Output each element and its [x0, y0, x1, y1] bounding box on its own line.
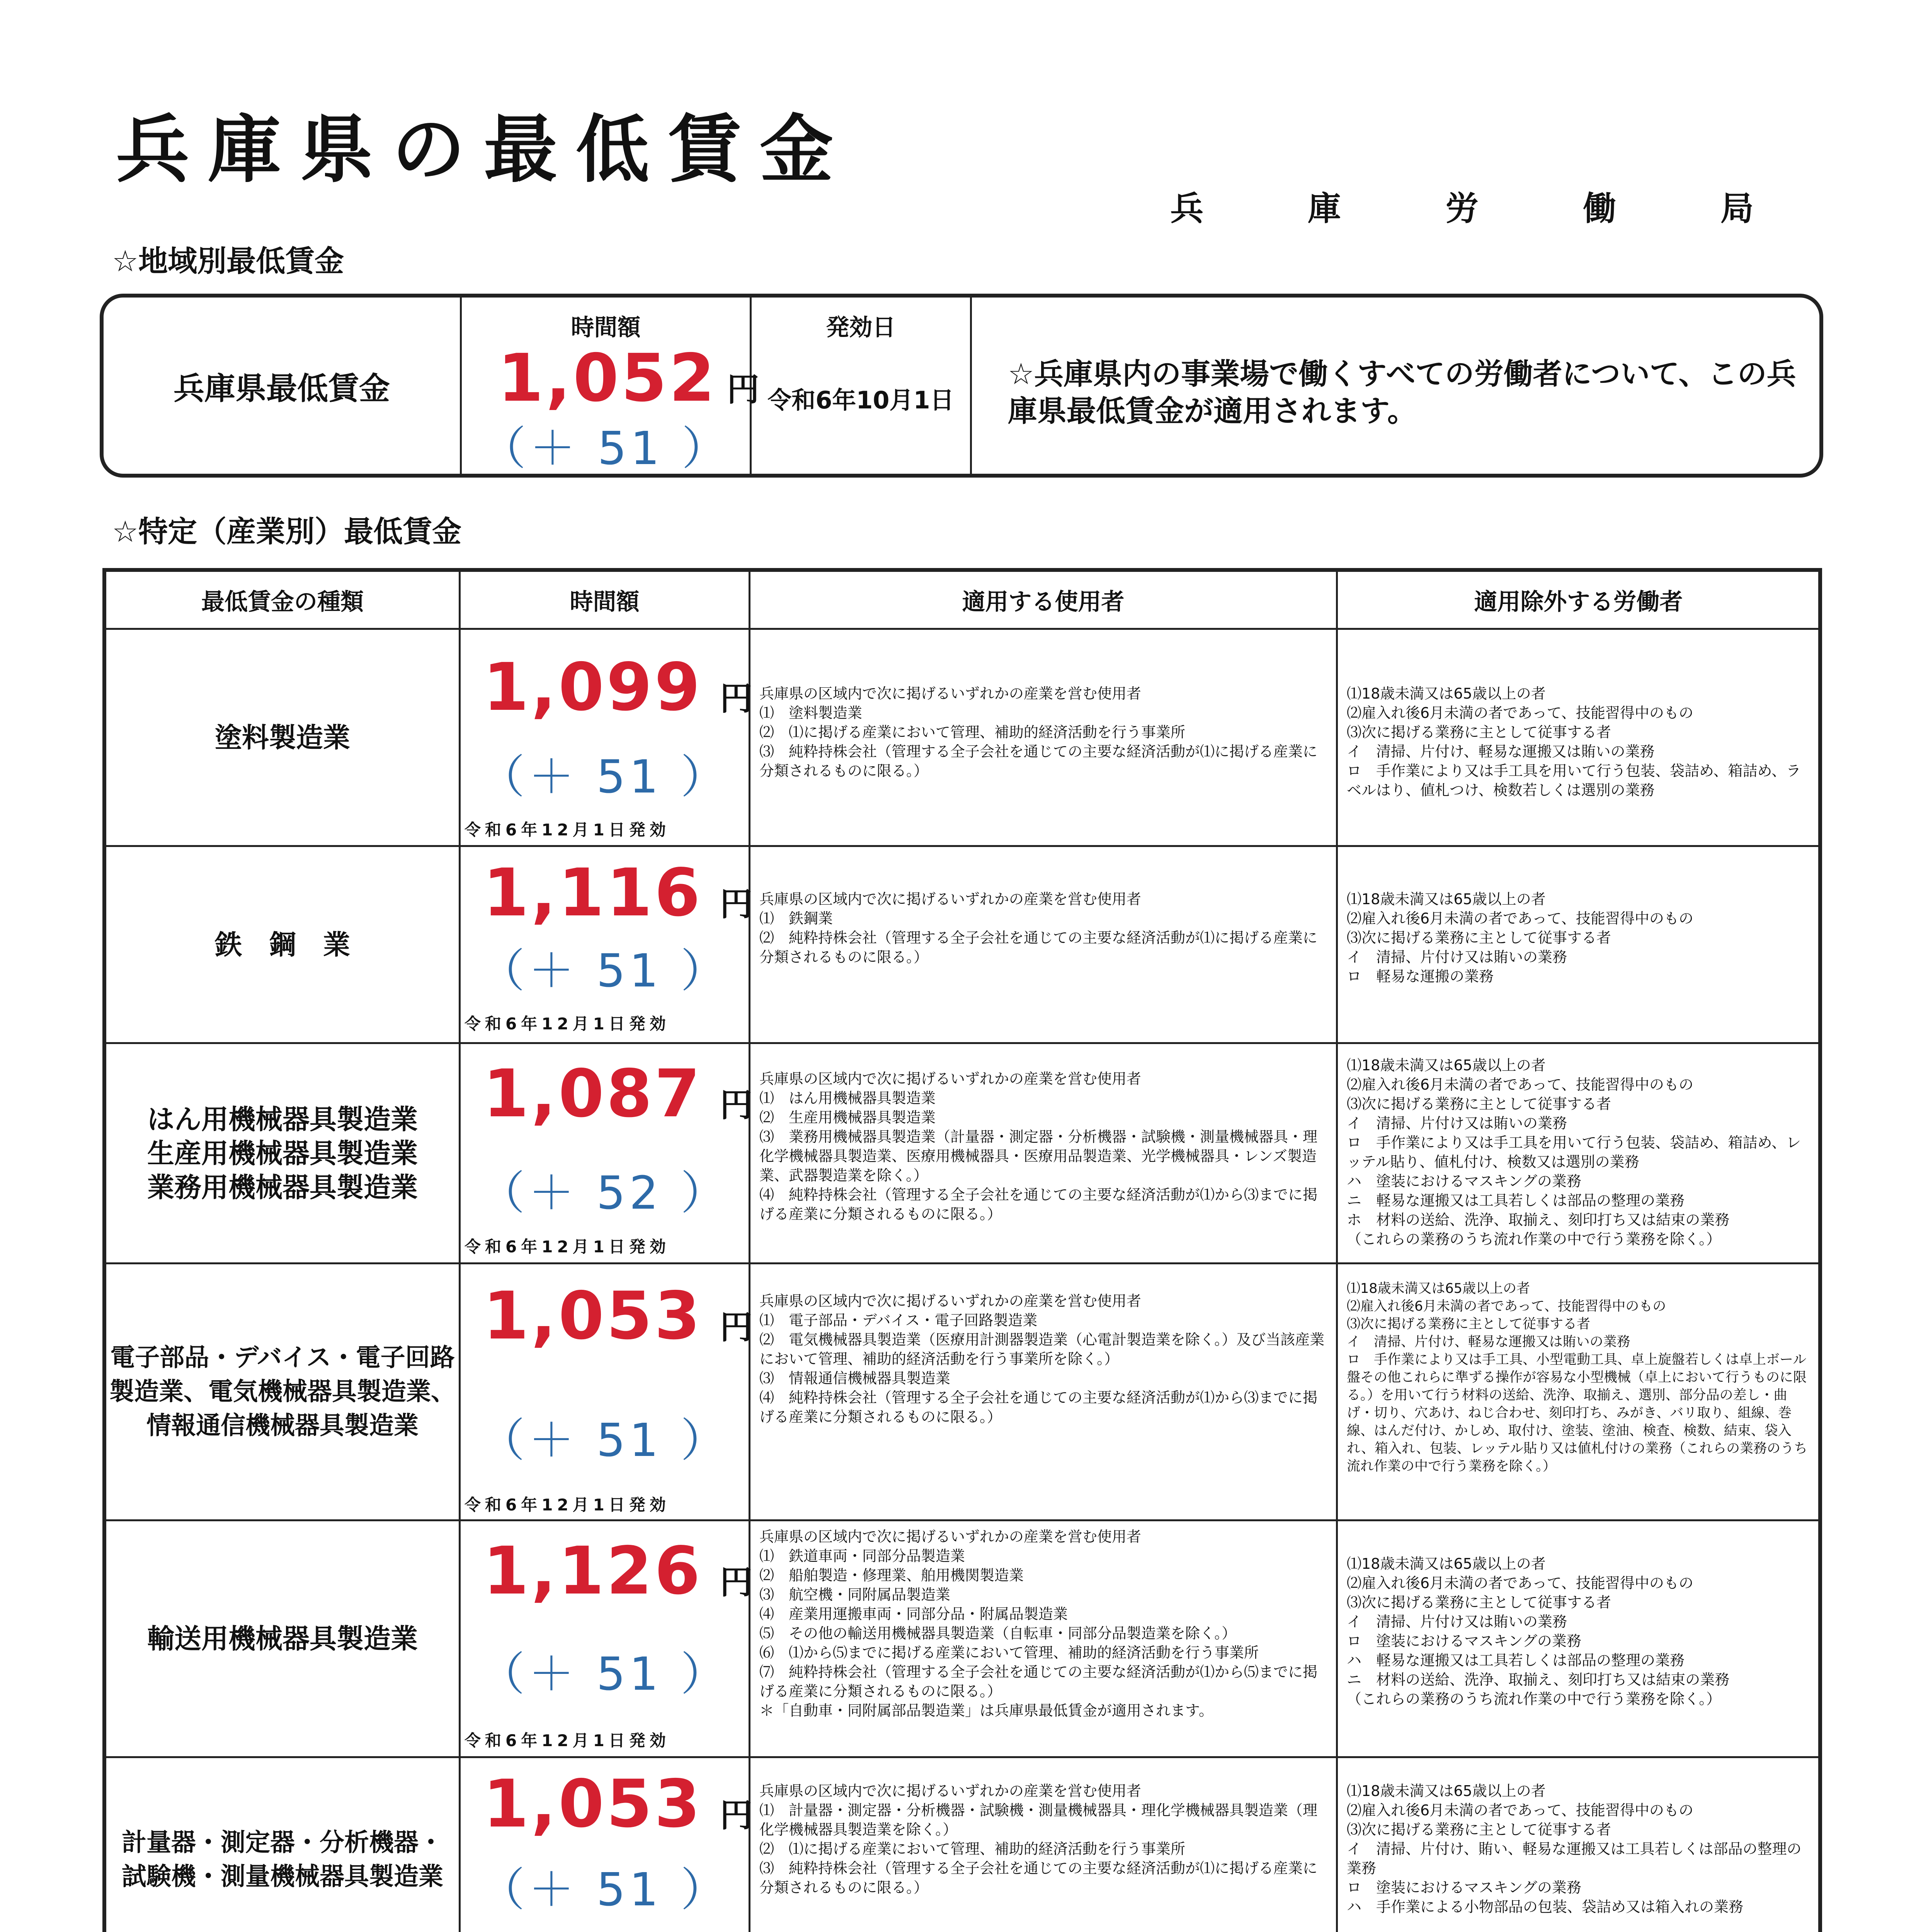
wage-diff: （＋ 51 ）	[479, 1647, 730, 1701]
table-row	[106, 847, 1818, 1042]
regional-yen: 円	[727, 371, 759, 408]
page-title: 兵庫県の最低賃金	[116, 107, 852, 192]
industry-name: 鉄 鋼 業	[215, 929, 350, 961]
excluded-text: ⑴18歳未満又は65歳以上の者 ⑵雇入れ後6月未満の者であって、技能習得中のもの ⑶次に掲げる業務に主として従事する者 イ 清掃、片付け又は賄いの業務 ロ 軽易な運搬の業務	[1347, 891, 1694, 985]
regional-diff: （＋ 51 ）	[480, 422, 732, 475]
regional-wage: 1,052	[498, 340, 717, 417]
employer-text: 兵庫県の区域内で次に掲げるいずれかの産業を営む使用者 ⑴ 計量器・測定器・分析機器・試験機・測量機械器具・理化学機械器具製造業（理化学機械器具製造業を除く。） ⑵ ⑴に掲げる産業において管理、補助的経済活動を行う事業所 ⑶ 純粋持株会社（管理する全子会社を通じての主要な経済活動が⑴に掲げる産業に分類されるものに限る。）	[759, 1782, 1318, 1896]
wage-amount: 1,126	[483, 1533, 703, 1609]
table-row	[106, 1264, 1818, 1519]
wage-amount: 1,099	[483, 649, 703, 726]
excluded-text: ⑴18歳未満又は65歳以上の者 ⑵雇入れ後6月未満の者であって、技能習得中のもの ⑶次に掲げる業務に主として従事する者 イ 清掃、片付け、軽易な運搬又は賄いの業務 ロ 手作業により又は手工具を用いて行う包装、袋詰め、箱詰め、ラベルはり、値札つけ、検数若しくは選別の業務	[1347, 685, 1801, 799]
col-header-hourly: 時間額	[570, 588, 640, 616]
employer-text: 兵庫県の区域内で次に掲げるいずれかの産業を営む使用者 ⑴ はん用機械器具製造業 ⑵ 生産用機械器具製造業 ⑶ 業務用機械器具製造業（計量器・測定器・分析機器・試験機・測量機械器具・理化学機械器具製造業、医療用機械器具・医療用品製造業、光学機械器具・レンズ製造業、武器製造業を除く。） ⑷ 純粋持株会社（管理する全子会社を通じての主要な経済活動が⑴から⑶までに掲げる産業に分類されるものに限る。）	[759, 1070, 1318, 1223]
bureau-name: 兵 庫 労 働 局	[1170, 189, 1800, 228]
employer-text: 兵庫県の区域内で次に掲げるいずれかの産業を営む使用者 ⑴ 塗料製造業 ⑵ ⑴に掲げる産業において管理、補助的経済活動を行う事業所 ⑶ 純粋持株会社（管理する全子会社を通じての主要な経済活動が⑴に掲げる産業に分類されるものに限る。）	[759, 685, 1318, 779]
excluded-text: ⑴18歳未満又は65歳以上の者 ⑵雇入れ後6月未満の者であって、技能習得中のもの ⑶次に掲げる業務に主として従事する者 イ 清掃、片付け又は賄いの業務 ロ 塗装におけるマスキングの業務 ハ 軽易な運搬又は工具若しくは部品の整理の業務 ニ 材料の送給、洗浄、取揃え、刻印打ち又は結束の業務 （これらの業務のうち流れ作業の中で行う業務を除く。）	[1347, 1555, 1730, 1708]
employer-text: 兵庫県の区域内で次に掲げるいずれかの産業を営む使用者 ⑴ 電子部品・デバイス・電子回路製造業 ⑵ 電気機械器具製造業（医療用計測器製造業（心電計製造業を除く。）及び当該産業において管理、補助的経済活動を行う事業所を除く。） ⑶ 情報通信機械器具製造業 ⑷ 純粋持株会社（管理する全子会社を通じての主要な経済活動が⑴から⑶までに掲げる産業に分類されるものに限る。）	[759, 1293, 1325, 1425]
yen-unit: 円	[720, 1796, 752, 1834]
col-header-excluded: 適用除外する労働者	[1474, 588, 1683, 616]
excluded-text: ⑴18歳未満又は65歳以上の者 ⑵雇入れ後6月未満の者であって、技能習得中のもの ⑶次に掲げる業務に主として従事する者 イ 清掃、片付け、軽易な運搬又は賄いの業務 ロ 手作業により又は手工具、小型電動工具、卓上旋盤若しくは卓上ボール盤その他これらに準ずる操作が容易な小型機械（卓上において行うものに限る。）を用いて行う材料の送給、洗浄、取揃え、選別、部分品の差し・曲げ・切り、穴あけ、ねじ合わせ、刻印打ち、みがき、バリ取り、組線、巻線、はんだ付け、かしめ、取付け、塗装、塗油、検査、検数、結束、袋入れ、箱入れ、包装、レッテル貼り又は値札付けの業務（これらの業務のうち流れ作業の中で行う業務を除く。）	[1347, 1281, 1808, 1474]
table-row	[106, 1044, 1818, 1262]
effective-date: 令和6年12月1日発効	[465, 1014, 670, 1033]
specific-section-label: ☆特定（産業別）最低賃金	[112, 514, 462, 549]
industry-name: 輸送用機械器具製造業	[147, 1623, 418, 1655]
table-row	[106, 1521, 1818, 1756]
industry-name: 塗料製造業	[215, 721, 350, 753]
industry-name: はん用機械器具製造業 生産用機械器具製造業 業務用機械器具製造業	[147, 1103, 418, 1203]
excluded-text: ⑴18歳未満又は65歳以上の者 ⑵雇入れ後6月未満の者であって、技能習得中のもの ⑶次に掲げる業務に主として従事する者 イ 清掃、片付け又は賄いの業務 ロ 手作業により又は手工具を用いて行う包装、袋詰め、箱詰め、レッテル貼り、値札付け、検数又は選別の業務 ハ 塗装におけるマスキングの業務 ニ 軽易な運搬又は工具若しくは部品の整理の業務 ホ 材料の送給、洗浄、取揃え、刻印打ち又は結束の業務 （これらの業務のうち流れ作業の中で行う業務を除く。）	[1347, 1057, 1801, 1248]
table-row	[106, 630, 1818, 845]
yen-unit: 円	[720, 885, 752, 923]
wage-diff: （＋ 51 ）	[479, 1413, 730, 1467]
yen-unit: 円	[720, 1563, 752, 1601]
regional-effective-date: 令和6年10月1日	[767, 386, 954, 414]
effective-date: 令和6年12月1日発効	[465, 1495, 670, 1514]
employer-text: 兵庫県の区域内で次に掲げるいずれかの産業を営む使用者 ⑴ 鉄鋼業 ⑵ 純粋持株会社（管理する全子会社を通じての主要な経済活動が⑴に掲げる産業に分類されるものに限る。）	[759, 891, 1318, 966]
effective-date: 令和6年12月1日発効	[465, 820, 670, 839]
yen-unit: 円	[720, 1086, 752, 1124]
wage-diff: （＋ 51 ）	[479, 944, 730, 997]
regional-section-label: ☆地域別最低賃金	[112, 244, 344, 278]
wage-amount: 1,087	[483, 1056, 703, 1132]
table-row	[106, 1758, 1818, 1932]
regional-wage-group	[498, 340, 759, 417]
wage-amount: 1,116	[483, 855, 703, 931]
wage-amount: 1,053	[483, 1278, 703, 1354]
wage-amount: 1,053	[483, 1766, 703, 1842]
wage-diff: （＋ 51 ）	[479, 1863, 730, 1916]
col-header-type: 最低賃金の種類	[201, 588, 364, 616]
yen-unit: 円	[720, 680, 752, 718]
regional-hourly-label: 時間額	[571, 314, 641, 341]
regional-note: ☆兵庫県内の事業場で働くすべての労働者について、この兵庫県最低賃金が適用されます。	[1008, 357, 1796, 428]
wage-diff: （＋ 51 ）	[479, 750, 730, 803]
effective-date: 令和6年12月1日発効	[465, 1237, 670, 1256]
effective-date: 令和6年12月1日発効	[465, 1731, 670, 1750]
wage-diff: （＋ 52 ）	[479, 1166, 730, 1219]
industry-name: 計量器・測定器・分析機器・ 試験機・測量機械器具製造業	[122, 1828, 443, 1891]
yen-unit: 円	[720, 1308, 752, 1346]
employer-text: 兵庫県の区域内で次に掲げるいずれかの産業を営む使用者 ⑴ 鉄道車両・同部分品製造業 ⑵ 船舶製造・修理業、舶用機関製造業 ⑶ 航空機・同附属品製造業 ⑷ 産業用運搬車両・同部分品・附属品製造業 ⑸ その他の輸送用機械器具製造業（自転車・同部分品製造業を除く。） ⑹ ⑴から⑸までに掲げる産業において管理、補助的経済活動を行う事業所 ⑺ 純粋持株会社（管理する全子会社を通じての主要な経済活動が⑴から⑸までに掲げる産業に分類されるものに限る。） ＊「自動車・同附属部品製造業」は兵庫県最低賃金が適用されます。	[759, 1528, 1318, 1719]
regional-box	[100, 294, 1823, 478]
col-header-employer: 適用する使用者	[962, 588, 1125, 616]
industry-name: 電子部品・デバイス・電子回路 製造業、電気機械器具製造業、 情報通信機械器具製造業	[109, 1344, 456, 1440]
regional-name: 兵庫県最低賃金	[174, 370, 390, 406]
specific-table	[102, 568, 1822, 1932]
excluded-text: ⑴18歳未満又は65歳以上の者 ⑵雇入れ後6月未満の者であって、技能習得中のもの ⑶次に掲げる業務に主として従事する者 イ 清掃、片付け、賄い、軽易な運搬又は工具若しくは部品の整理の業務 ロ 塗装におけるマスキングの業務 ハ 手作業による小物部品の包装、袋詰め又は箱入れの業務	[1347, 1782, 1802, 1915]
regional-effective-label: 発効日	[826, 314, 896, 341]
